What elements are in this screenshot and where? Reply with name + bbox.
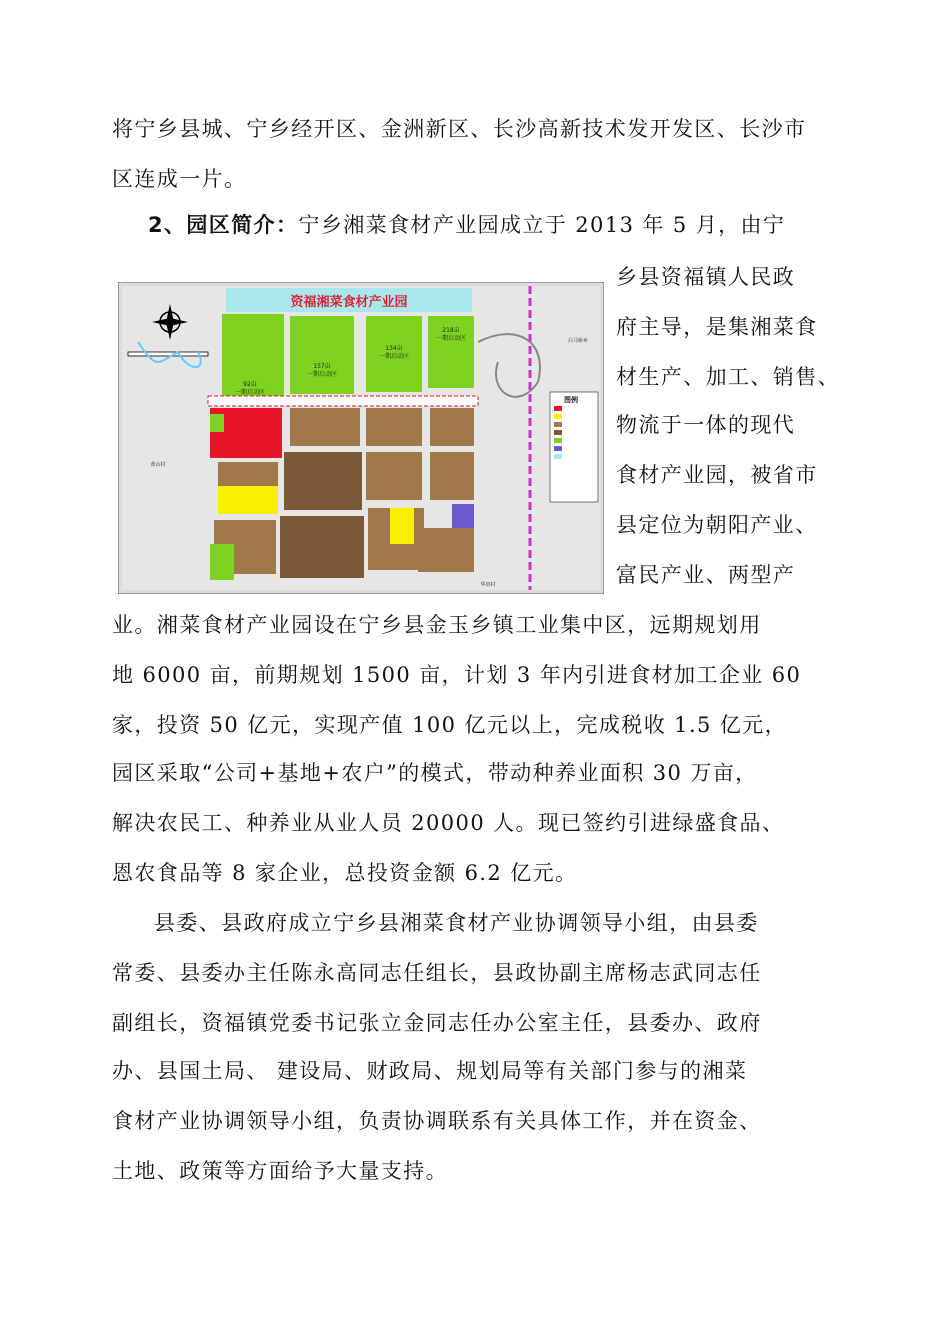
zone-label: 134亩 <box>385 345 403 352</box>
body-line: 业。湘菜食材产业园设在宁乡县金玉乡镇工业集中区，远期规划用 <box>112 613 762 637</box>
legend-swatch <box>554 454 562 459</box>
intro-line-1: 将宁乡县城、宁乡经开区、金洲新区、长沙高新技术发开发区、长沙市 <box>112 117 807 141</box>
place-label: 黄山村 <box>150 462 166 468</box>
zone-label: 一期启动区 <box>306 371 338 378</box>
brown-block <box>418 528 474 572</box>
body-line: 园区采取“公司+基地+农户”的模式，带动种养业面积 30 万亩， <box>112 761 758 785</box>
section2-first-line <box>148 210 785 240</box>
legend-swatch <box>554 438 562 443</box>
body-line: 地 6000 亩，前期规划 1500 亩，计划 3 年内引进食材加工企业 60 <box>112 663 802 687</box>
green-corner <box>210 544 234 580</box>
para3-line: 县委、县政府成立宁乡县湘菜食材产业协调领导小组，由县委 <box>154 911 759 935</box>
brown-block <box>430 452 474 500</box>
map-title: 资福湘菜食材产业园 <box>290 295 408 310</box>
para3-line: 土地、政策等方面给予大量支持。 <box>112 1159 448 1183</box>
green-small <box>210 414 224 432</box>
wrap-line: 府主导，是集湘菜食 <box>616 315 818 339</box>
industrial-park-map <box>118 282 604 594</box>
dark-brown-block <box>280 516 364 578</box>
road-horizontal <box>208 396 478 406</box>
para3-line: 办、县国土局、 建设局、财政局、规划局等有关部门参与的湘菜 <box>112 1059 748 1083</box>
place-label: 白马桥乡 <box>567 338 589 344</box>
wrap-line: 乡县资福镇人民政 <box>616 265 796 289</box>
brown-block <box>290 408 360 446</box>
wrap-line: 材生产、加工、销售、 <box>616 365 840 389</box>
wrap-line: 物流于一体的现代 <box>616 413 796 437</box>
body-line: 家，投资 50 亿元，实现产值 100 亿元以上，完成税收 1.5 亿元， <box>112 713 788 737</box>
brown-block <box>430 408 474 446</box>
body-line: 解决农民工、种养业从业人员 20000 人。现已签约引进绿盛食品、 <box>112 811 785 835</box>
para3-line: 常委、县委办主任陈永高同志任组长，县政协副主席杨志武同志任 <box>112 961 762 985</box>
scale-bar <box>128 352 208 356</box>
blue-block <box>452 504 474 528</box>
para3-line: 食材产业协调领导小组，负责协调联系有关具体工作，并在资金、 <box>112 1109 762 1133</box>
yellow-block <box>390 508 414 544</box>
zone-label: 218亩 <box>442 327 460 334</box>
wrap-line: 富民产业、两型产 <box>616 563 796 587</box>
intro-line-2: 区连成一片。 <box>112 167 247 191</box>
para3-line: 副组长，资福镇党委书记张立金同志任办公室主任，县委办、政府 <box>112 1011 762 1035</box>
legend-swatch <box>554 446 562 451</box>
wrap-line: 县定位为朝阳产业、 <box>616 513 818 537</box>
brown-block <box>366 408 422 446</box>
legend-swatch <box>554 406 562 411</box>
zone-label: 92亩 <box>243 381 257 388</box>
green-zone-2 <box>290 316 354 394</box>
heading-colon: ： <box>276 213 299 237</box>
zone-label: 157亩 <box>313 363 331 370</box>
yellow-block <box>218 486 278 514</box>
zone-label: 一期启动区 <box>378 353 410 360</box>
legend-title: 图例 <box>564 396 578 404</box>
zone-label: 一期启动区 <box>234 389 266 396</box>
legend-swatch <box>554 430 562 435</box>
section-heading: 2、园区简介 <box>148 213 277 237</box>
dark-brown-block <box>284 452 362 510</box>
section2-line-rest: 宁乡湘菜食材产业园成立于 2013 年 5 月，由宁 <box>298 213 786 237</box>
legend-swatch <box>554 414 562 419</box>
body-line: 恩农食品等 8 家企业，总投资金额 6.2 亿元。 <box>112 861 578 885</box>
brown-block <box>218 462 278 486</box>
wrap-line: 食材产业园，被省市 <box>616 463 818 487</box>
place-label: 华田村 <box>480 582 496 588</box>
zone-label: 一期启动区 <box>435 335 467 342</box>
brown-block <box>366 452 422 500</box>
legend-swatch <box>554 422 562 427</box>
